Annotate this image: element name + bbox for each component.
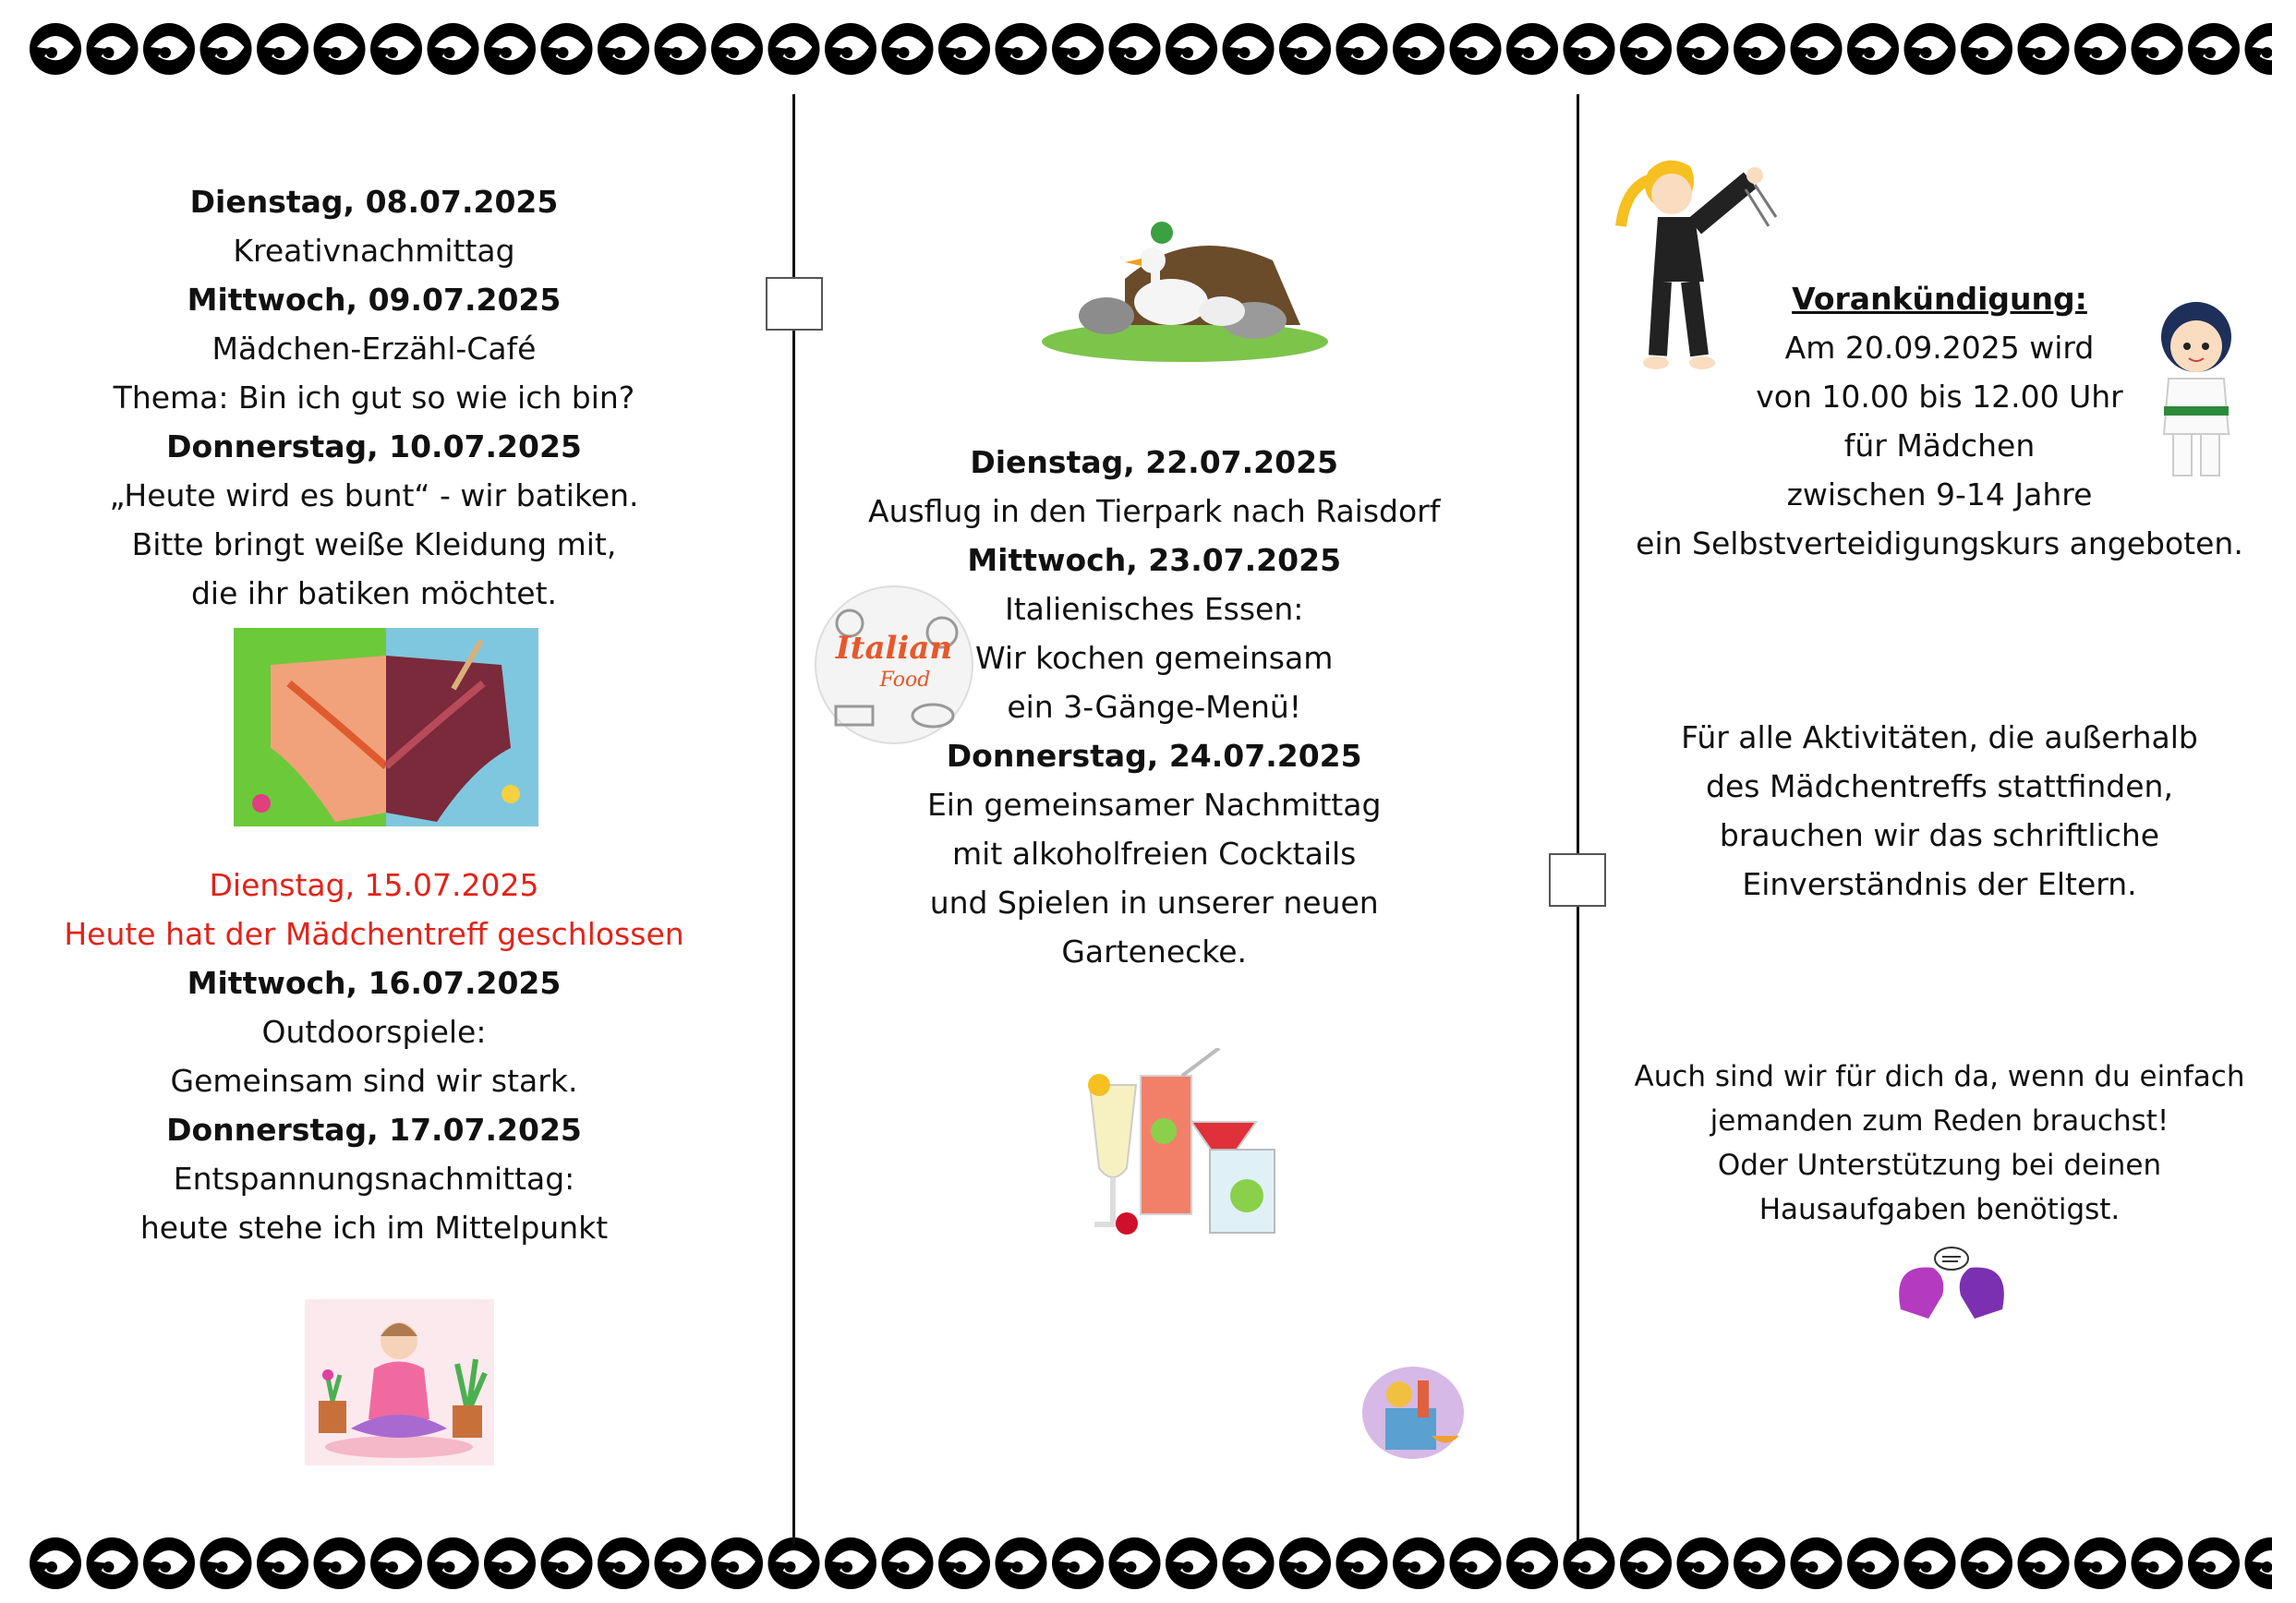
italian-logo-line2: Food (879, 669, 931, 692)
swirl-ornament (1336, 1537, 1388, 1589)
swirl-ornament (1904, 1537, 1956, 1589)
swirl-ornament (1166, 23, 1217, 75)
swirl-ornament (30, 23, 81, 75)
swirl-ornament (825, 23, 876, 75)
swirl-ornament (484, 23, 536, 75)
swirl-ornament (1847, 1537, 1899, 1589)
picnic-basket-image (1358, 1357, 1473, 1468)
left-b1-line: Bitte bringt weiße Kleidung mit, (131, 526, 617, 562)
swirl-ornament (882, 1537, 934, 1589)
left-b2-line: Heute hat der Mädchentreff geschlossen (64, 916, 684, 952)
left-b1-line: Mädchen-Erzähl-Café (211, 331, 537, 367)
right-b-line: des Mädchentreffs stattfinden, (1706, 768, 2173, 804)
swirl-ornament (1223, 23, 1275, 75)
mid-line: mit alkoholfreien Cocktails (952, 836, 1357, 872)
talking-heads-image (1891, 1245, 2012, 1323)
swirl-ornament (1734, 23, 1785, 75)
mid-line: und Spielen in unserer neuen (929, 885, 1379, 921)
swirl-ornament (1450, 1537, 1502, 1589)
right-column-consent-note (1625, 713, 2254, 909)
right-column-support-note (1625, 1055, 2254, 1232)
swirl-ornament (1109, 23, 1161, 75)
fold-marker-left (766, 277, 823, 331)
swirl-ornament (2018, 1537, 2070, 1589)
swirl-ornament (1904, 23, 1956, 75)
swirl-ornament (2245, 1537, 2273, 1589)
swirl-ornament (314, 23, 366, 75)
mid-line: Donnerstag, 24.07.2025 (946, 738, 1362, 774)
swirl-ornament (598, 1537, 649, 1589)
swirl-ornament (541, 23, 593, 75)
swirl-ornament (655, 23, 707, 75)
mid-line: Dienstag, 22.07.2025 (970, 444, 1339, 480)
swirl-ornament (1450, 23, 1502, 75)
swirl-ornament (1791, 1537, 1843, 1589)
left-column-week1 (55, 177, 693, 618)
swirl-ornament (1791, 23, 1843, 75)
tie-dye-shirt-image (234, 628, 538, 826)
right-a-line: von 10.00 bis 12.00 Uhr (1756, 379, 2123, 415)
swirl-ornament (2074, 23, 2126, 75)
right-c-line: Auch sind wir für dich da, wenn du einfach (1634, 1060, 2245, 1093)
swirl-ornament (1506, 1537, 1558, 1589)
top-decorative-border (28, 17, 2272, 81)
swirl-ornament (1166, 1537, 1217, 1589)
swirl-ornament (370, 1537, 422, 1589)
bottom-decorative-border (28, 1531, 2272, 1596)
left-b2-line: Outdoorspiele: (261, 1014, 487, 1050)
swirl-ornament (768, 1537, 820, 1589)
right-c-line: Hausaufgaben benötigst. (1758, 1193, 2121, 1226)
mid-line: Mittwoch, 23.07.2025 (967, 542, 1342, 578)
swirl-ornament (2132, 1537, 2183, 1589)
right-b-line: brauchen wir das schriftliche (1719, 817, 2160, 853)
swirl-ornament (825, 1537, 876, 1589)
left-b2-line: Gemeinsam sind wir stark. (170, 1063, 578, 1099)
swirl-border-top (28, 17, 2272, 81)
mid-line: Italienisches Essen: (1004, 591, 1304, 627)
swirl-ornament (996, 1537, 1047, 1589)
swirl-ornament (882, 23, 934, 75)
swirl-ornament (598, 23, 649, 75)
swirl-ornament (1734, 1537, 1785, 1589)
swirl-ornament (1393, 23, 1444, 75)
swirl-border-bottom (28, 1531, 2272, 1596)
swirl-ornament (370, 23, 422, 75)
left-b2-line: Dienstag, 15.07.2025 (209, 867, 539, 903)
mid-line: Gartenecke. (1061, 934, 1248, 970)
swirl-ornament (1564, 23, 1615, 75)
swirl-ornament (1847, 23, 1899, 75)
italian-logo-line1: Italian (835, 630, 953, 667)
swirl-ornament (257, 1537, 308, 1589)
mid-line: Ausflug in den Tierpark nach Raisdorf (868, 493, 1441, 529)
mid-line: Wir kochen gemeinsam (975, 640, 1334, 676)
swirl-ornament (655, 1537, 707, 1589)
right-a-line: Am 20.09.2025 wird (1784, 330, 2095, 366)
swirl-ornament (1564, 1537, 1615, 1589)
swirl-ornament (314, 1537, 366, 1589)
swirl-ornament (1223, 1537, 1275, 1589)
swirl-ornament (30, 1537, 81, 1589)
swirl-ornament (200, 23, 252, 75)
ducks-image (1033, 205, 1337, 367)
swirl-ornament (2188, 23, 2240, 75)
swirl-ornament (1620, 23, 1672, 75)
swirl-ornament (257, 23, 308, 75)
swirl-ornament (541, 1537, 593, 1589)
swirl-ornament (2132, 23, 2183, 75)
swirl-ornament (2018, 23, 2070, 75)
swirl-ornament (1109, 1537, 1161, 1589)
mid-line: ein 3-Gänge-Menü! (1007, 689, 1302, 725)
swirl-ornament (1620, 1537, 1672, 1589)
left-b1-line: Donnerstag, 10.07.2025 (166, 428, 582, 464)
left-column-week2 (37, 861, 711, 1252)
right-b-line: Einverständnis der Eltern. (1742, 866, 2137, 902)
swirl-ornament (1677, 23, 1729, 75)
right-a-line: Vorankündigung: (1792, 281, 2087, 317)
swirl-ornament (87, 23, 139, 75)
swirl-ornament (200, 1537, 252, 1589)
swirl-ornament (1279, 1537, 1331, 1589)
cocktails-image (1071, 1048, 1311, 1251)
swirl-ornament (1961, 23, 2012, 75)
swirl-ornament (484, 1537, 536, 1589)
middle-column-week3 (868, 438, 1440, 976)
left-b2-line: Mittwoch, 16.07.2025 (187, 965, 562, 1001)
right-a-line: zwischen 9-14 Jahre (1786, 476, 2093, 512)
fold-line-right (1577, 94, 1579, 1544)
left-b1-line: die ihr batiken möchtet. (190, 575, 558, 611)
swirl-ornament (1506, 23, 1558, 75)
mid-line: Ein gemeinsamer Nachmittag (926, 787, 1382, 823)
swirl-ornament (1393, 1537, 1444, 1589)
swirl-ornament (428, 23, 479, 75)
swirl-ornament (996, 23, 1047, 75)
swirl-ornament (2245, 23, 2273, 75)
right-a-line: ein Selbstverteidigungskurs angeboten. (1636, 525, 2243, 561)
swirl-ornament (428, 1537, 479, 1589)
right-b-line: Für alle Aktivitäten, die außerhalb (1681, 719, 2198, 755)
left-b1-line: „Heute wird es bunt“ - wir batiken. (109, 477, 639, 513)
left-b1-line: Dienstag, 08.07.2025 (189, 184, 559, 220)
swirl-ornament (143, 23, 195, 75)
swirl-ornament (711, 23, 763, 75)
right-c-line: jemanden zum Reden brauchst! (1710, 1104, 2169, 1138)
swirl-ornament (938, 1537, 990, 1589)
swirl-ornament (1677, 1537, 1729, 1589)
left-b1-line: Kreativnachmittag (233, 233, 515, 269)
left-b1-line: Mittwoch, 09.07.2025 (187, 282, 562, 318)
swirl-ornament (2074, 1537, 2126, 1589)
left-b2-line: Entspannungsnachmittag: (173, 1161, 575, 1197)
swirl-ornament (1052, 1537, 1104, 1589)
swirl-ornament (1961, 1537, 2012, 1589)
swirl-ornament (938, 23, 990, 75)
swirl-ornament (87, 1537, 139, 1589)
right-a-line: für Mädchen (1843, 428, 2036, 464)
left-b1-line: Thema: Bin ich gut so wie ich bin? (113, 380, 635, 416)
swirl-ornament (1336, 23, 1388, 75)
swirl-ornament (1052, 23, 1104, 75)
right-c-line: Oder Unterstützung bei deinen (1717, 1149, 2162, 1182)
swirl-ornament (2188, 1537, 2240, 1589)
left-b2-line: Donnerstag, 17.07.2025 (166, 1112, 582, 1148)
left-b2-line: heute stehe ich im Mittelpunkt (139, 1210, 609, 1246)
meditation-girl-image (305, 1299, 494, 1465)
fold-marker-right (1549, 853, 1606, 907)
swirl-ornament (143, 1537, 195, 1589)
right-column-announcement (1625, 274, 2254, 568)
swirl-ornament (768, 23, 820, 75)
swirl-ornament (1279, 23, 1331, 75)
swirl-ornament (711, 1537, 763, 1589)
